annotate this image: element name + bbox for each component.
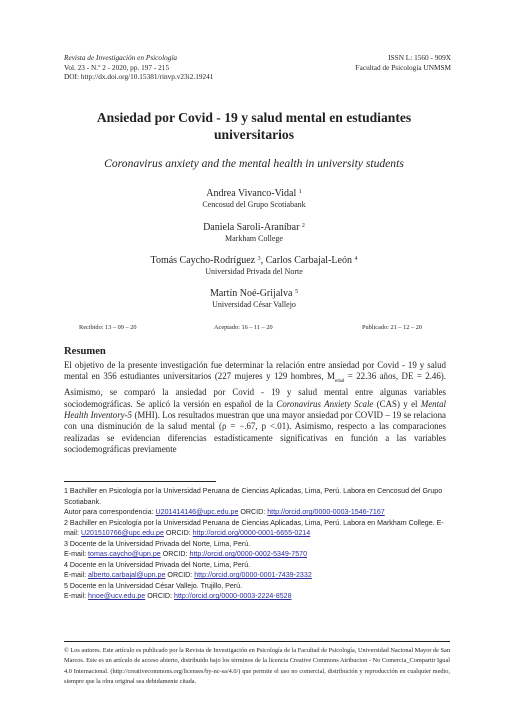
footnote-5-text: 5 Docente en la Universidad César Vallejo. Trujillo, Perú. bbox=[64, 581, 243, 590]
footnote-2-text: 2 Bachiller en Psicología por la Universidad Peruana de Ciencias Aplicadas, Lima, Perú. Labora en Markham College. E-mail: bbox=[64, 518, 444, 537]
abstract-part-2: = 22.36 años, DE = 2.46). Asimismo, se comparó la ansiedad por Covid - 19 y salud mental entre algunas variables sociodemográficas. Se aplicó la versión en español de la bbox=[64, 371, 446, 409]
footnote-3 bbox=[64, 539, 450, 560]
article-subtitle: Coronavirus anxiety and the mental health in university students bbox=[104, 157, 404, 170]
author-3-orcid-link[interactable]: http://orcid.org/0000-0002-5349-7570 bbox=[189, 550, 308, 558]
footnote-1 bbox=[64, 486, 450, 518]
author-footnote-ref: 1 bbox=[298, 189, 302, 195]
abstract-text bbox=[64, 360, 446, 455]
footnote-4 bbox=[64, 560, 450, 581]
correspondence-label: Autor para correspondencia: bbox=[64, 508, 156, 516]
published-date: Publicado: 21 – 12 – 20 bbox=[362, 324, 422, 331]
scale-name-cas: Coronavirus Anxiety Scale bbox=[276, 398, 374, 409]
faculty: Facultad de Psicología UNMSM bbox=[355, 62, 451, 72]
orcid-label: ORCID: bbox=[165, 571, 195, 579]
author-footnote-ref-2: 4 bbox=[354, 256, 358, 262]
issn: ISSN L: 1560 - 909X bbox=[388, 53, 451, 62]
accepted-date: Aceptado: 16 – 11 – 20 bbox=[214, 324, 273, 331]
footnote-2 bbox=[64, 518, 450, 539]
author-1-email-link[interactable]: U201414146@upc.edu.pe bbox=[155, 508, 239, 516]
abstract-part-3: (CAS) y el bbox=[373, 398, 421, 409]
author-5-email-link[interactable]: hnoe@ucv.edu.pe bbox=[88, 592, 146, 600]
author-2 bbox=[40, 220, 468, 234]
issn-header bbox=[356, 53, 451, 72]
footnote-divider bbox=[64, 481, 216, 482]
affiliation-3: Universidad Privada del Norte bbox=[205, 267, 303, 276]
footnote-5 bbox=[64, 581, 450, 602]
author-name: Tomás Caycho-Rodríguez bbox=[150, 255, 256, 266]
orcid-label: ORCID: bbox=[160, 550, 190, 558]
author-2-email-link[interactable]: U201510766@upc.edu.pe bbox=[80, 529, 164, 537]
author-footnote-ref: 5 bbox=[294, 289, 298, 295]
abstract-part-1: El objetivo de la presente investigación fue determinar la relación entre ansiedad por Covid - 19 y salud mental en 356 estudiantes universitarios (227 mujeres y 129 hombres, M bbox=[64, 360, 446, 382]
journal-header bbox=[64, 53, 213, 82]
license-notice: © Los autores. Este artículo es publicado por la Revista de Investigación en Psicología de la Facultad de Psicología, Universidad Nacional Mayor de San Marcos. Este es un artículo de acceso abierto, distribuido bajo los términos de la licencia Creative Commons Atribucion - No Comercia_Compartir Igual 4.0 Internacional. (http://creativecommons.org/licenses/by-nc-sa/4.0/) que permite el uso no comercial, distribución y reproducción en cualquier medio, siempre que la obra original sea debidamente citada. bbox=[64, 647, 450, 685]
author-4-orcid-link[interactable]: http://orcid.org/0000-0001-7439-2332 bbox=[194, 571, 312, 579]
abstract-heading: Resumen bbox=[64, 346, 106, 357]
license-divider bbox=[64, 641, 450, 642]
doi: DOI: http://dx.doi.org/10.15381/rinvp.v23i2.19241 bbox=[64, 72, 214, 82]
journal-name: Revista de Investigación en Psicología bbox=[64, 53, 178, 62]
affiliation-2: Markham College bbox=[225, 234, 283, 243]
orcid-label: ORCID: bbox=[163, 529, 193, 537]
abstract-part-4: (MHI). Los resultados muestran que una mayor ansiedad por COVID – 19 se relaciona con una disminución de la salud mental (ρ = −.67, p <.01). Asimismo, respecto a las comparaciones realizadas se evidencian diferencias estadísticamente significativas en función a las variables sociodemográficas previamente bbox=[64, 409, 446, 454]
author-name: Daniela Saroli-Araníbar bbox=[203, 222, 300, 233]
author-2-orcid-link[interactable]: http://orcid.org/0000-0001-6655-0214 bbox=[192, 529, 311, 537]
email-label: E-mail: bbox=[64, 592, 89, 600]
article-title bbox=[40, 110, 468, 143]
author-footnote-ref: 3 bbox=[257, 256, 261, 262]
affiliation-1: Cencosud del Grupo Scotiabank bbox=[202, 200, 306, 209]
author-3-email-link[interactable]: tomas.caycho@upn.pe bbox=[88, 550, 161, 558]
footnote-1-text: 1 Bachiller en Psicología por la Universidad Peruana de Ciencias Aplicadas, Lima, Perú. Labora en Cencosud del Grupo Scotiabank. bbox=[64, 487, 443, 506]
email-label: E-mail: bbox=[64, 571, 89, 579]
footnote-3-text: 3 Docente de la Universidad Privada del Norte, Lima, Perú. bbox=[64, 539, 251, 548]
footnote-4-text: 4 Docente en la Universidad Privada del Norte, Lima, Perú. bbox=[64, 560, 251, 569]
orcid-label: ORCID: bbox=[238, 508, 268, 516]
abstract-subscript: edad bbox=[334, 379, 345, 385]
title-line-1: Ansiedad por Covid - 19 y salud mental en estudiantes bbox=[96, 110, 412, 125]
author-3-4 bbox=[40, 253, 468, 267]
author-name-2: , Carlos Carbajal-León bbox=[260, 255, 352, 266]
email-label: E-mail: bbox=[64, 550, 89, 558]
author-5 bbox=[40, 286, 468, 300]
orcid-label: ORCID: bbox=[145, 592, 174, 600]
title-line-2: universitarios bbox=[213, 126, 295, 142]
affiliation-5: Universidad César Vallejo bbox=[212, 300, 296, 309]
author-footnote-ref: 2 bbox=[301, 223, 305, 229]
author-5-orcid-link[interactable]: http://orcid.org/0000-0003-2224-8528 bbox=[174, 592, 292, 600]
author-name: Martín Noé-Grijalva bbox=[210, 288, 293, 299]
author-1 bbox=[40, 186, 468, 200]
received-date: Recibido: 13 – 09 – 20 bbox=[79, 324, 137, 331]
author-1-orcid-link[interactable]: http://orcid.org/0000-0003-1546-7167 bbox=[267, 508, 385, 516]
footnotes bbox=[64, 486, 450, 602]
scale-name-mhi: Mental Health Inventory-5 bbox=[64, 398, 446, 420]
author-name: Andrea Vivanco-Vidal bbox=[206, 188, 297, 199]
volume-info: Vol. 23 - N.º 2 - 2020, pp. 197 - 215 bbox=[64, 62, 170, 72]
author-4-email-link[interactable]: alberto.carbajal@upn.pe bbox=[88, 571, 166, 579]
